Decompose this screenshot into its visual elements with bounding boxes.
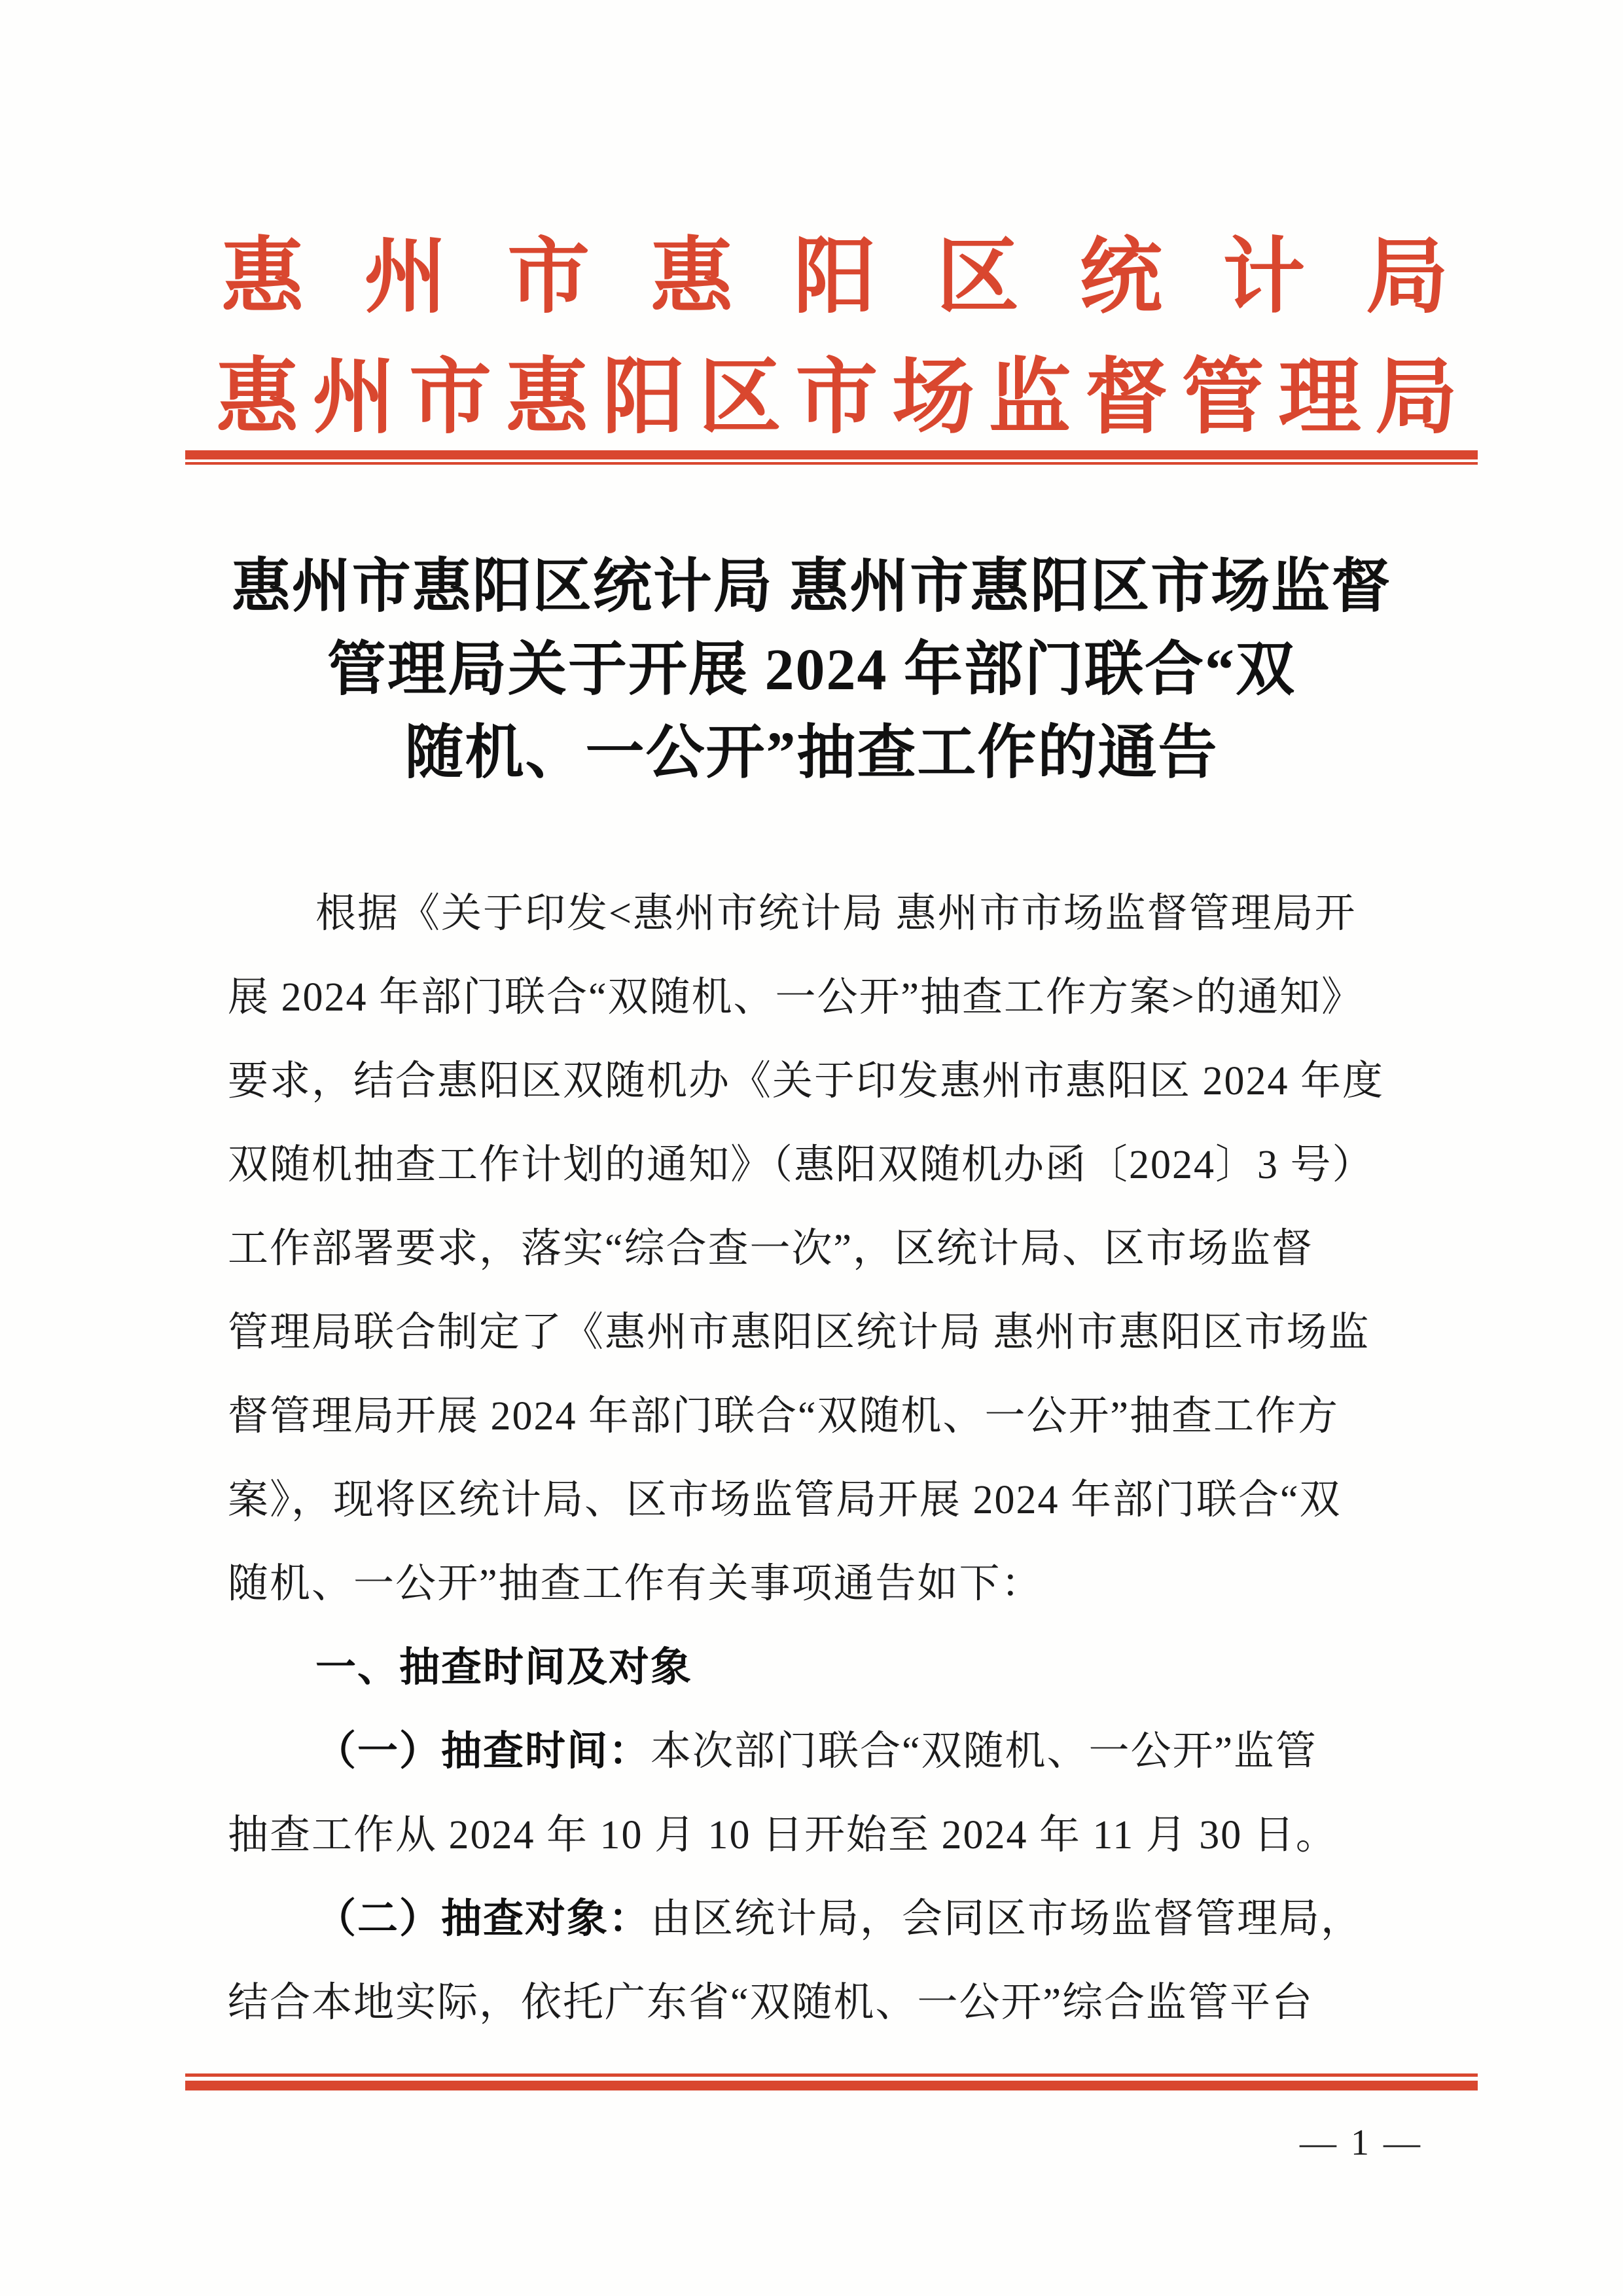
divider-thick-rule — [185, 2081, 1478, 2090]
body-line: （一）抽查时间：本次部门联合“双随机、一公开”监管 — [315, 1729, 1318, 1774]
body-line: （二）抽查对象：由区统计局，会同区市场监督管理局， — [315, 1896, 1363, 1941]
body-line: 案》，现将区统计局、区市场监管局开展 2024 年部门联合“双 — [228, 1478, 1342, 1522]
footer-divider — [185, 2073, 1478, 2090]
letterhead-divider — [185, 450, 1478, 465]
body-line: 双随机抽查工作计划的通知》（惠阳双随机办函〔2024〕3 号） — [228, 1143, 1374, 1187]
body-line: 工作部署要求，落实“综合查一次”，区统计局、区市场监督 — [228, 1227, 1314, 1271]
body-line: 管理局联合制定了《惠州市惠阳区统计局 惠州市惠阳区市场监 — [228, 1310, 1370, 1355]
letterhead-agency-2: 惠 州 市 惠 阳 区 市 场 监 督 管 理 局 — [216, 351, 1457, 443]
body-line-heading-prefix: （一）抽查时间： — [315, 1729, 651, 1774]
page-number: — 1 — — [1300, 2123, 1423, 2163]
body-line: 根据《关于印发<惠州市统计局 惠州市市场监督管理局开 — [315, 891, 1357, 936]
divider-thick-rule — [185, 450, 1478, 459]
body-line: 要求，结合惠阳区双随机办《关于印发惠州市惠阳区 2024 年度 — [228, 1059, 1385, 1103]
document-body — [228, 872, 1453, 2045]
document-title — [0, 545, 1623, 795]
body-line: 督管理局开展 2024 年部门联合“双随机、一公开”抽查工作方 — [228, 1394, 1340, 1439]
divider-thin-rule — [185, 462, 1478, 465]
body-line: 抽查工作从 2024 年 10 月 10 日开始至 2024 年 11 月 30 日。 — [228, 1813, 1338, 1857]
body-line: 展 2024 年部门联合“双随机、一公开”抽查工作方案>的通知》 — [228, 975, 1364, 1020]
title-line: 管理局关于开展 2024 年部门联合“双 — [327, 637, 1296, 702]
body-line-heading-prefix: （二）抽查对象： — [315, 1896, 651, 1941]
body-line: 结合本地实际，依托广东省“双随机、一公开”综合监管平台 — [228, 1981, 1314, 2025]
title-line: 惠州市惠阳区统计局 惠州市惠阳区市场监督 — [231, 554, 1392, 619]
title-line: 随机、一公开”抽查工作的通告 — [404, 721, 1219, 785]
body-line: 随机、一公开”抽查工作有关事项通告如下： — [228, 1562, 1043, 1606]
body-line: 一、抽查时间及对象 — [315, 1645, 693, 1690]
divider-thin-rule — [185, 2073, 1478, 2077]
letterhead-agency-1: 惠 州 市 惠 阳 区 统 计 局 — [221, 230, 1448, 323]
